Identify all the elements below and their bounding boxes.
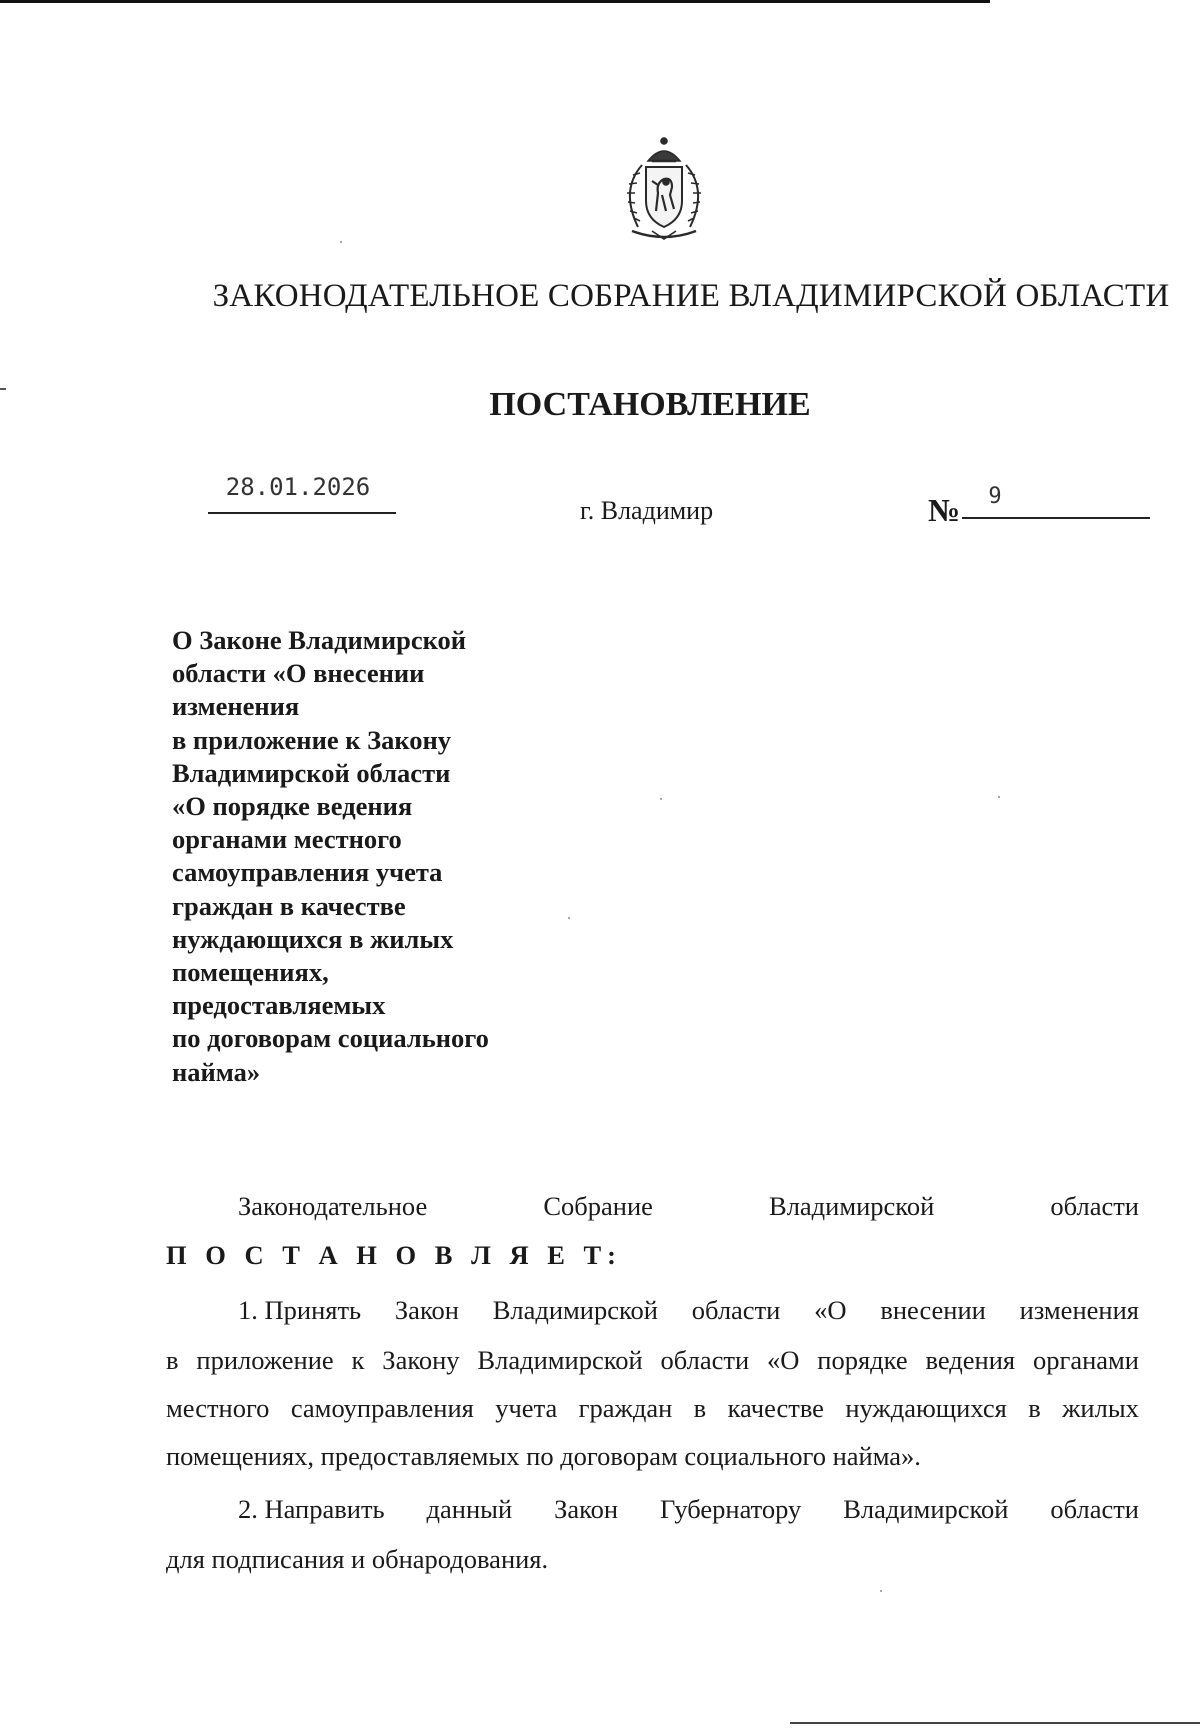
item1-word: органами (1032, 1345, 1139, 1375)
item1-word: Владимирской (492, 1295, 658, 1325)
decree-word: П О С Т А Н О В Л Я Е Т: (166, 1240, 623, 1270)
subject-line: О Законе Владимирской (172, 625, 467, 655)
coat-of-arms-emblem (612, 135, 716, 243)
number-sign: № (928, 492, 961, 528)
subject-line: предоставляемых (172, 990, 386, 1021)
item1-word: к (351, 1345, 365, 1375)
item1-word: качестве (727, 1393, 824, 1423)
item2-line2: для подписания и обнародования. (166, 1544, 549, 1574)
document-type-heading: ПОСТАНОВЛЕНИЕ (489, 386, 811, 423)
item1-line2 (166, 1345, 1139, 1376)
item1-word: учета (495, 1393, 558, 1423)
scan-speck (998, 796, 1000, 798)
item1-line3 (166, 1393, 1139, 1424)
item2-word: области (1050, 1494, 1139, 1524)
item1-word: в (693, 1393, 707, 1423)
scan-speck (880, 1590, 882, 1592)
item1-line4: помещениях, предоставляемых по договорам социального найма». (166, 1441, 921, 1471)
item1-word: 1. Принять (238, 1295, 362, 1325)
subject-line: органами местного (172, 824, 402, 855)
item1-word: ведения (925, 1345, 1016, 1375)
item1-word: в (166, 1345, 179, 1375)
subject-line: Владимирской области (172, 757, 451, 788)
document-date: 28.01.2026 (225, 473, 371, 501)
item1-word: в (1028, 1393, 1041, 1423)
subject-line: граждан в качестве (172, 890, 406, 921)
preamble-word: Владимирской (769, 1191, 935, 1221)
subject-line: найма» (172, 1056, 261, 1087)
item1-word: местного (166, 1393, 270, 1423)
item2-word: Закон (554, 1494, 619, 1524)
item1-word: граждан (578, 1393, 673, 1423)
item1-word: нуждающихся (845, 1393, 1007, 1423)
subject-line: в приложение к Закону (172, 724, 452, 755)
item1-word: Закон (394, 1295, 459, 1325)
item1-word: области (660, 1345, 750, 1375)
preamble-line (166, 1191, 1139, 1222)
item1-word: самоуправления (290, 1393, 474, 1423)
item1-word: «О (814, 1295, 847, 1325)
subject-line: области «О внесении (172, 658, 425, 689)
preamble-word: Собрание (543, 1191, 653, 1221)
scan-edge-bottom (790, 1722, 1200, 1724)
item1-word: области (691, 1295, 781, 1325)
scan-speck (568, 917, 570, 919)
item1-word: порядке (817, 1345, 908, 1375)
date-underline (208, 512, 396, 514)
document-subject (172, 624, 532, 1089)
item1-word: Закону (382, 1345, 460, 1375)
item1-word: изменения (1019, 1295, 1139, 1325)
item1-word: жилых (1062, 1393, 1139, 1423)
scan-speck (660, 798, 662, 800)
preamble-word: Законодательное (238, 1191, 428, 1221)
item1-word: внесении (880, 1295, 986, 1325)
item1-word: Владимирской (477, 1345, 643, 1375)
item2-line1 (166, 1494, 1139, 1525)
subject-line: нуждающихся в жилых (172, 923, 454, 954)
organization-title: ЗАКОНОДАТЕЛЬНОЕ СОБРАНИЕ ВЛАДИМИРСКОЙ ОБЛАСТИ (212, 278, 1170, 314)
preamble-word: области (1050, 1191, 1139, 1221)
number-underline (962, 517, 1150, 519)
scan-edge-top (0, 0, 990, 3)
subject-line: помещениях, (172, 957, 329, 988)
scan-speck (340, 241, 342, 243)
item2-word: 2. Направить (238, 1494, 385, 1524)
item1-word: «О (767, 1345, 800, 1375)
item1-word: приложение (196, 1345, 334, 1375)
subject-line: самоуправления учета (172, 857, 443, 888)
document-city: г. Владимир (580, 496, 714, 525)
document-number: 9 (988, 484, 1002, 509)
item2-word: Губернатору (660, 1494, 802, 1524)
item1-line1 (166, 1295, 1139, 1326)
subject-line: изменения (172, 691, 300, 722)
item2-word: Владимирской (843, 1494, 1009, 1524)
subject-line: «О порядке ведения (172, 791, 413, 822)
item2-word: данный (426, 1494, 513, 1524)
subject-line: по договорам социального (172, 1023, 489, 1054)
